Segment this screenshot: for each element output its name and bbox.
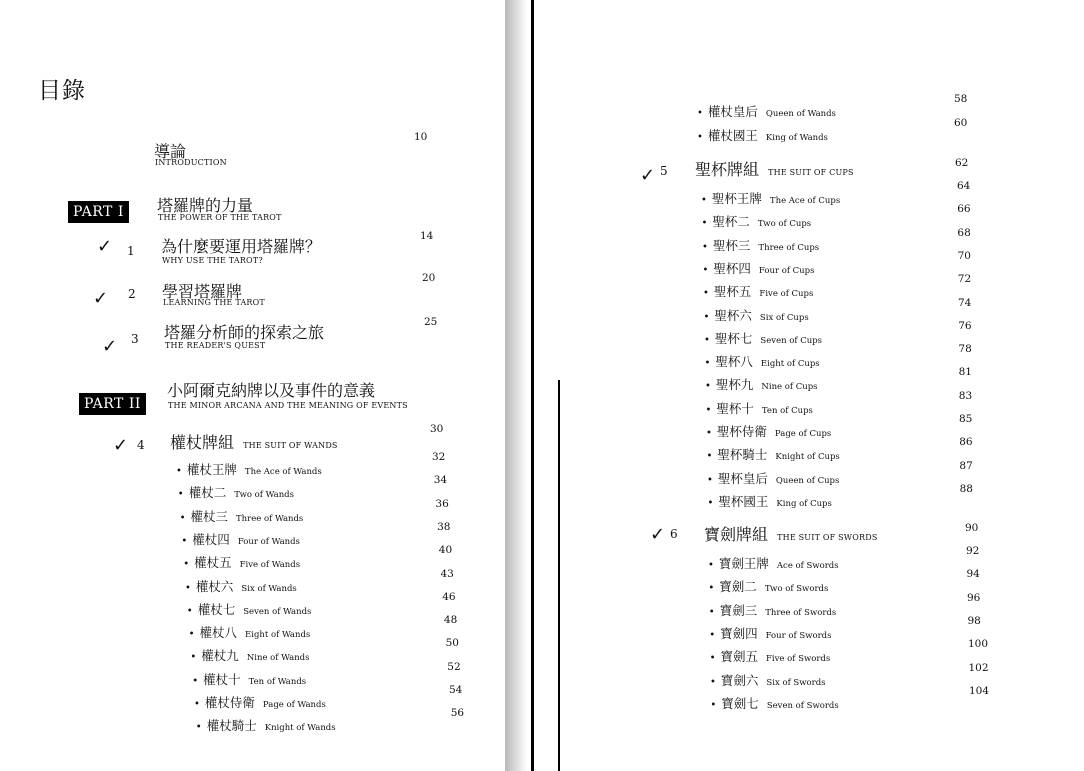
card-name-en: Three of Swords bbox=[765, 607, 837, 618]
card-name-en: Nine of Cups bbox=[761, 382, 818, 393]
list-item bbox=[710, 646, 831, 665]
bullet-icon: • bbox=[707, 474, 713, 486]
intro-title-en: INTRODUCTION bbox=[155, 158, 227, 167]
bullet-icon: • bbox=[186, 605, 193, 617]
list-item bbox=[701, 188, 840, 207]
list-item bbox=[705, 374, 818, 393]
card-name-zh: 聖杯八 bbox=[715, 354, 753, 370]
card-name-en: Knight of Cups bbox=[775, 452, 840, 463]
card-page: 88 bbox=[959, 482, 973, 495]
card-name-zh: 聖杯三 bbox=[712, 237, 751, 253]
card-name-zh: 權杖三 bbox=[190, 508, 229, 524]
card-page: 83 bbox=[958, 389, 973, 402]
card-name-en: Five of Cups bbox=[759, 289, 814, 300]
card-page: 100 bbox=[968, 638, 989, 651]
card-name-en: Three of Cups bbox=[758, 242, 820, 253]
bullet-icon: • bbox=[706, 428, 712, 439]
chapter-number: 2 bbox=[128, 287, 136, 301]
list-item bbox=[187, 599, 312, 618]
chapter-number: 5 bbox=[660, 164, 668, 178]
bullet-icon: • bbox=[701, 218, 708, 230]
part-2-title-en: THE MINOR ARCANA AND THE MEANING OF EVENTS bbox=[168, 401, 408, 410]
card-name-en: Knight of Wands bbox=[264, 723, 336, 734]
card-page: 32 bbox=[432, 451, 446, 463]
bullet-icon: • bbox=[706, 451, 713, 463]
card-name-en: Page of Wands bbox=[262, 700, 326, 710]
gutter-shadow bbox=[505, 0, 527, 771]
card-name-zh: 權杖六 bbox=[195, 578, 234, 594]
toc-title: 目錄 bbox=[38, 78, 86, 104]
list-item bbox=[185, 576, 297, 595]
bullet-icon: • bbox=[704, 334, 710, 346]
swords-title-zh: 寶劍牌組 bbox=[704, 525, 769, 544]
check-mark-icon: ✓ bbox=[102, 336, 118, 357]
card-page: 81 bbox=[958, 366, 972, 379]
card-name-en: Four of Wands bbox=[237, 536, 300, 547]
card-page: 46 bbox=[442, 590, 456, 603]
card-name-en: King of Cups bbox=[776, 498, 832, 509]
bullet-icon: • bbox=[710, 676, 716, 688]
cups-heading bbox=[695, 157, 854, 180]
card-page: 72 bbox=[957, 273, 972, 286]
check-mark-icon: ✓ bbox=[97, 236, 113, 257]
card-name-en: Five of Wands bbox=[239, 560, 301, 571]
card-name-en: Six of Swords bbox=[766, 677, 826, 688]
bullet-icon: • bbox=[188, 629, 195, 641]
bullet-icon: • bbox=[705, 381, 711, 393]
bullet-icon: • bbox=[708, 606, 715, 618]
bullet-icon: • bbox=[701, 195, 707, 206]
card-name-en: Ace of Swords bbox=[776, 561, 839, 571]
card-name-en: Six of Wands bbox=[241, 583, 297, 594]
chapter-title-en: THE READER'S QUEST bbox=[165, 341, 266, 350]
bullet-icon: • bbox=[697, 108, 703, 119]
card-name-en: Four of Swords bbox=[765, 630, 832, 641]
bullet-icon: • bbox=[705, 404, 712, 416]
wands-heading bbox=[170, 430, 338, 453]
card-name-zh: 聖杯皇后 bbox=[717, 470, 768, 486]
list-item bbox=[194, 692, 326, 711]
swords-page: 90 bbox=[965, 522, 979, 534]
card-page: 56 bbox=[450, 707, 465, 720]
check-mark-icon: ✓ bbox=[93, 288, 109, 309]
list-item bbox=[709, 600, 836, 619]
card-name-zh: 權杖四 bbox=[192, 531, 230, 547]
card-name-zh: 聖杯六 bbox=[714, 307, 752, 323]
right-page bbox=[533, 0, 1084, 771]
list-item bbox=[702, 211, 812, 230]
list-item bbox=[707, 444, 840, 463]
card-page: 102 bbox=[968, 661, 989, 674]
card-name-zh: 權杖二 bbox=[188, 485, 227, 501]
intro-title-zh: 導論 bbox=[154, 142, 187, 161]
list-item bbox=[192, 669, 306, 688]
card-name-zh: 權杖侍衛 bbox=[204, 695, 255, 710]
card-name-zh: 權杖九 bbox=[201, 648, 239, 664]
chapter-page: 20 bbox=[422, 272, 436, 284]
card-page: 40 bbox=[438, 544, 453, 557]
list-item bbox=[706, 398, 813, 417]
list-item bbox=[710, 693, 838, 712]
card-page: 78 bbox=[958, 343, 972, 356]
list-item bbox=[703, 258, 815, 277]
bullet-icon: • bbox=[183, 559, 190, 571]
bullet-icon: • bbox=[710, 699, 717, 711]
card-name-en: Seven of Swords bbox=[766, 700, 839, 711]
card-name-en: King of Wands bbox=[765, 133, 828, 143]
chapter-number: 3 bbox=[131, 332, 139, 346]
card-name-zh: 寶劍五 bbox=[720, 649, 759, 665]
bullet-icon: • bbox=[702, 241, 708, 253]
bullet-icon: • bbox=[707, 497, 714, 509]
bullet-icon: • bbox=[709, 629, 716, 641]
part-2-badge: PART II bbox=[79, 393, 146, 415]
bullet-icon: • bbox=[177, 489, 184, 501]
card-name-zh: 寶劍七 bbox=[721, 695, 759, 711]
card-name-zh: 聖杯四 bbox=[713, 260, 751, 276]
list-item bbox=[176, 459, 322, 478]
list-item bbox=[704, 305, 809, 324]
list-item bbox=[708, 576, 828, 595]
list-item bbox=[183, 552, 300, 571]
card-name-zh: 權杖王牌 bbox=[186, 462, 237, 477]
card-page: 98 bbox=[967, 614, 981, 627]
intro-page: 10 bbox=[414, 131, 428, 143]
list-item bbox=[180, 506, 304, 525]
chapter-title-en: WHY USE THE TAROT? bbox=[162, 256, 263, 265]
card-page: 76 bbox=[958, 319, 972, 332]
chapter-title-zh: 塔羅分析師的探索之旅 bbox=[164, 323, 325, 342]
card-page: 60 bbox=[954, 117, 968, 129]
bullet-icon: • bbox=[702, 264, 709, 276]
card-name-en: Eight of Wands bbox=[245, 630, 311, 641]
card-page: 66 bbox=[957, 203, 971, 216]
bullet-icon: • bbox=[194, 699, 200, 710]
card-page: 68 bbox=[957, 226, 971, 239]
part-2-title-zh: 小阿爾克納牌以及事件的意義 bbox=[167, 381, 376, 400]
list-item bbox=[702, 235, 819, 254]
card-name-zh: 聖杯二 bbox=[712, 214, 750, 230]
card-name-zh: 寶劍四 bbox=[720, 625, 758, 641]
wands-title-zh: 權杖牌組 bbox=[170, 433, 235, 452]
cups-title-zh: 聖杯牌組 bbox=[695, 160, 760, 179]
list-item bbox=[181, 529, 300, 548]
card-name-zh: 權杖皇后 bbox=[707, 104, 758, 119]
card-page: 43 bbox=[440, 567, 454, 580]
wands-page: 30 bbox=[430, 423, 444, 435]
card-page: 38 bbox=[437, 520, 451, 533]
card-name-en: Queen of Wands bbox=[765, 109, 836, 119]
card-name-en: Queen of Cups bbox=[775, 475, 840, 486]
chapter-title-en: LEARNING THE TAROT bbox=[163, 298, 265, 307]
card-name-en: Three of Wands bbox=[236, 513, 304, 524]
list-item bbox=[697, 101, 836, 120]
list-item bbox=[190, 645, 309, 664]
bullet-icon: • bbox=[703, 288, 709, 300]
left-page bbox=[0, 0, 533, 771]
card-name-zh: 寶劍六 bbox=[720, 672, 759, 688]
swords-title-en: THE SUIT OF SWORDS bbox=[777, 533, 878, 542]
card-page: 50 bbox=[445, 637, 459, 650]
card-name-zh: 聖杯五 bbox=[713, 284, 752, 300]
bullet-icon: • bbox=[179, 512, 186, 524]
list-item bbox=[697, 125, 828, 144]
card-page: 94 bbox=[966, 568, 980, 581]
card-name-en: Six of Cups bbox=[759, 312, 809, 323]
chapter-number: 6 bbox=[670, 527, 678, 541]
wands-title-en: THE SUIT OF WANDS bbox=[243, 441, 338, 450]
card-name-zh: 權杖五 bbox=[194, 555, 232, 571]
list-item bbox=[707, 468, 839, 487]
card-page: 52 bbox=[447, 660, 461, 673]
card-name-zh: 權杖八 bbox=[199, 625, 238, 641]
swords-heading bbox=[704, 522, 878, 545]
chapter-title-zh: 為什麼要運用塔羅牌？ bbox=[161, 237, 322, 256]
bullet-icon: • bbox=[176, 466, 182, 477]
bullet-icon: • bbox=[703, 311, 710, 323]
card-page: 64 bbox=[957, 180, 971, 192]
card-name-zh: 聖杯九 bbox=[715, 377, 754, 393]
list-item bbox=[710, 670, 826, 689]
cups-title-en: THE SUIT OF CUPS bbox=[768, 168, 854, 177]
card-name-en: Eight of Cups bbox=[760, 359, 820, 370]
card-page: 70 bbox=[957, 249, 971, 262]
list-item bbox=[706, 421, 831, 440]
card-name-en: Four of Cups bbox=[758, 265, 815, 276]
check-mark-icon: ✓ bbox=[113, 435, 129, 456]
bullet-icon: • bbox=[190, 652, 197, 664]
card-name-zh: 聖杯侍衛 bbox=[716, 424, 767, 439]
list-item bbox=[704, 328, 822, 347]
bullet-icon: • bbox=[697, 132, 703, 143]
card-page: 92 bbox=[966, 545, 980, 557]
list-item bbox=[703, 281, 813, 300]
bullet-icon: • bbox=[195, 722, 202, 734]
card-name-zh: 權杖七 bbox=[197, 601, 236, 617]
card-name-zh: 權杖十 bbox=[203, 671, 241, 687]
bullet-icon: • bbox=[181, 535, 188, 547]
card-page: 74 bbox=[958, 296, 972, 309]
card-name-en: Two of Wands bbox=[234, 490, 294, 501]
chapter-number: 4 bbox=[137, 438, 145, 452]
card-name-en: Five of Swords bbox=[766, 654, 831, 665]
card-name-en: Seven of Cups bbox=[760, 335, 823, 346]
part-1-title-en: THE POWER OF THE TAROT bbox=[158, 213, 282, 222]
card-name-en: Ten of Cups bbox=[761, 405, 813, 416]
card-name-zh: 權杖國王 bbox=[707, 128, 758, 143]
card-name-zh: 寶劍王牌 bbox=[718, 556, 769, 571]
card-name-en: Two of Cups bbox=[757, 219, 812, 230]
card-page: 87 bbox=[959, 459, 973, 472]
list-item bbox=[178, 482, 294, 501]
card-page: 86 bbox=[959, 436, 973, 449]
list-item bbox=[708, 491, 832, 510]
card-page: 48 bbox=[443, 614, 458, 627]
card-page: 58 bbox=[954, 93, 968, 105]
card-name-zh: 權杖騎士 bbox=[206, 718, 257, 734]
check-mark-icon: ✓ bbox=[650, 524, 666, 545]
chapter-number: 1 bbox=[127, 244, 135, 258]
card-name-zh: 聖杯七 bbox=[714, 330, 753, 346]
list-item bbox=[709, 623, 831, 642]
card-name-zh: 寶劍三 bbox=[719, 602, 758, 618]
card-name-en: Page of Cups bbox=[774, 429, 832, 439]
card-name-en: Nine of Wands bbox=[246, 653, 310, 664]
bullet-icon: • bbox=[709, 653, 716, 665]
chapter-title-zh: 學習塔羅牌 bbox=[162, 282, 243, 301]
part-1-badge: PART I bbox=[68, 201, 129, 223]
card-name-zh: 聖杯騎士 bbox=[717, 447, 768, 463]
chapter-page: 25 bbox=[424, 316, 438, 328]
card-name-zh: 聖杯十 bbox=[716, 400, 754, 416]
card-name-zh: 聖杯國王 bbox=[718, 493, 769, 509]
card-name-en: Ten of Wands bbox=[248, 676, 307, 687]
bullet-icon: • bbox=[708, 560, 714, 571]
list-item bbox=[189, 622, 311, 641]
bullet-icon: • bbox=[708, 583, 715, 595]
card-name-en: The Ace of Cups bbox=[769, 196, 841, 206]
cups-page: 62 bbox=[955, 157, 969, 169]
list-item bbox=[708, 553, 839, 572]
card-name-zh: 寶劍二 bbox=[719, 579, 757, 595]
list-item bbox=[705, 351, 820, 370]
card-page: 85 bbox=[959, 413, 973, 425]
list-item bbox=[196, 715, 336, 734]
card-name-zh: 聖杯王牌 bbox=[711, 191, 762, 206]
check-mark-icon: ✓ bbox=[640, 165, 656, 186]
bullet-icon: • bbox=[704, 358, 711, 370]
part-1-title-zh: 塔羅牌的力量 bbox=[157, 196, 254, 215]
card-page: 34 bbox=[433, 474, 448, 487]
card-page: 36 bbox=[435, 497, 449, 510]
card-page: 96 bbox=[967, 591, 981, 604]
bullet-icon: • bbox=[185, 582, 191, 594]
card-name-en: The Ace of Wands bbox=[244, 467, 322, 477]
card-page: 54 bbox=[449, 684, 463, 696]
chapter-page: 14 bbox=[420, 230, 434, 242]
bullet-icon: • bbox=[192, 675, 199, 687]
card-name-en: Seven of Wands bbox=[243, 606, 312, 617]
card-name-en: Two of Swords bbox=[764, 584, 829, 595]
card-page: 104 bbox=[969, 684, 990, 697]
